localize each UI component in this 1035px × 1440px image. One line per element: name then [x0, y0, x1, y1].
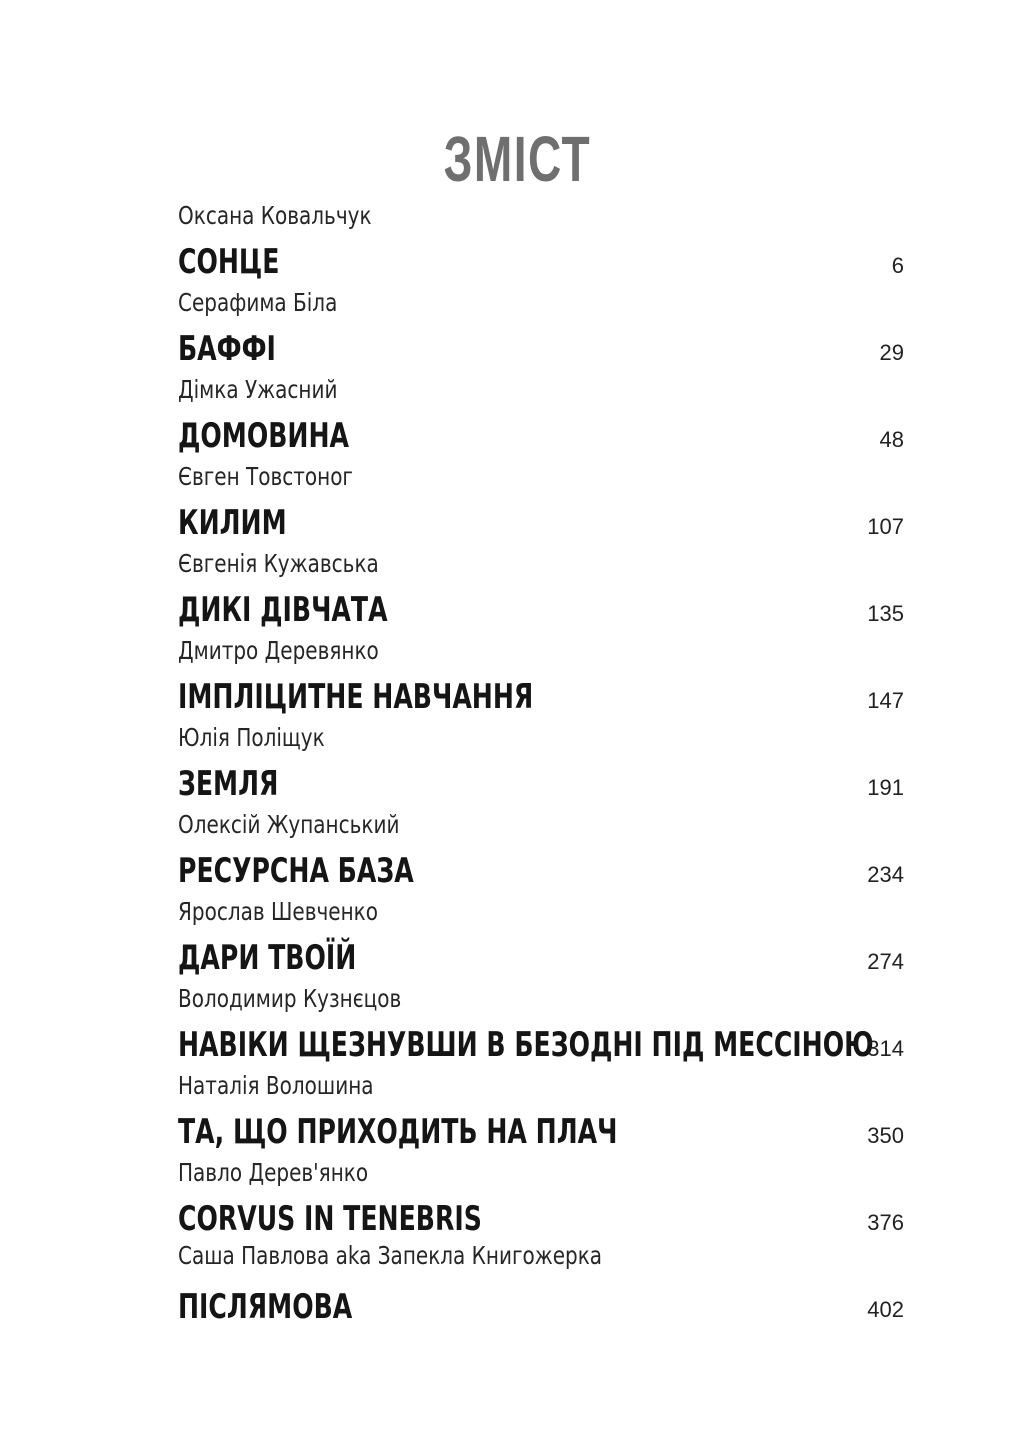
toc-page-number: 350 — [867, 1123, 904, 1148]
toc-author: Ярослав Шевченко — [178, 897, 378, 926]
toc-page-number: 274 — [867, 949, 904, 974]
toc-entry[interactable] — [178, 285, 904, 372]
toc-entry[interactable] — [178, 546, 904, 633]
toc-author: Саша Павлова aka Запекла Книгожерка — [178, 1241, 603, 1270]
toc-page-number: 147 — [867, 688, 904, 713]
toc-story-title[interactable]: РЕСУРСНА БАЗА — [178, 851, 414, 891]
toc-story-title[interactable]: КИЛИМ — [178, 503, 287, 543]
toc-entry[interactable] — [178, 981, 904, 1068]
toc-author: Серафима Біла — [178, 288, 338, 317]
toc-author: Оксана Ковальчук — [178, 201, 372, 230]
toc-author: Наталія Волошина — [178, 1071, 374, 1100]
toc-story-title[interactable]: ЗЕМЛЯ — [178, 764, 279, 804]
toc-entry[interactable] — [178, 633, 904, 720]
toc-entry[interactable] — [178, 198, 904, 285]
toc-entry[interactable] — [178, 459, 904, 546]
toc-author: Володимир Кузнєцов — [178, 984, 402, 1013]
toc-author: Дімка Ужасний — [178, 375, 338, 404]
toc-page-number: 107 — [867, 514, 904, 539]
page-title: ЗМІСТ — [443, 123, 592, 195]
toc-story-title[interactable]: НАВІКИ ЩЕЗНУВШИ В БЕЗОДНІ ПІД МЕССІНОЮ — [178, 1025, 874, 1065]
toc-page-number: 29 — [879, 340, 904, 365]
toc-story-title[interactable]: ТА, ЩО ПРИХОДИТЬ НА ПЛАЧ — [178, 1112, 618, 1152]
table-of-contents — [178, 198, 904, 1325]
toc-story-title[interactable]: ІМПЛІЦИТНЕ НАВЧАННЯ — [178, 677, 534, 717]
toc-page-number: 6 — [891, 253, 904, 278]
toc-story-title[interactable]: БАФФІ — [178, 329, 276, 369]
toc-entry[interactable] — [178, 372, 904, 459]
toc-page-number: 314 — [867, 1036, 904, 1061]
toc-page-number: 191 — [867, 775, 904, 800]
toc-author: Євген Товстоног — [178, 462, 353, 491]
toc-entry[interactable] — [178, 807, 904, 894]
toc-story-title[interactable]: ДИКІ ДІВЧАТА — [178, 590, 388, 630]
toc-page-number: 234 — [867, 862, 904, 887]
toc-author: Павло Дерев'янко — [178, 1158, 369, 1187]
toc-story-title[interactable]: ДАРИ ТВОЇЙ — [178, 938, 357, 978]
toc-story-title[interactable]: СОНЦЕ — [178, 242, 280, 282]
toc-page-number: 135 — [867, 601, 904, 626]
toc-entry[interactable] — [178, 720, 904, 807]
toc-story-title[interactable]: ДОМОВИНА — [178, 416, 349, 456]
toc-entry[interactable] — [178, 1155, 904, 1238]
toc-page-number: 376 — [867, 1210, 904, 1235]
toc-author: Євгенія Кужавська — [178, 549, 379, 578]
toc-author: Олексій Жупанський — [178, 810, 400, 839]
toc-page-number: 402 — [867, 1297, 904, 1322]
toc-story-title[interactable]: CORVUS IN TENEBRIS — [178, 1199, 482, 1239]
toc-author: Юлія Поліщук — [178, 723, 325, 752]
toc-entry[interactable] — [178, 894, 904, 981]
toc-entry[interactable] — [178, 1238, 904, 1325]
toc-author: Дмитро Деревянко — [178, 636, 379, 665]
toc-entry[interactable] — [178, 1068, 904, 1155]
toc-story-title[interactable]: ПІСЛЯМОВА — [178, 1287, 353, 1327]
toc-page-number: 48 — [879, 427, 904, 452]
